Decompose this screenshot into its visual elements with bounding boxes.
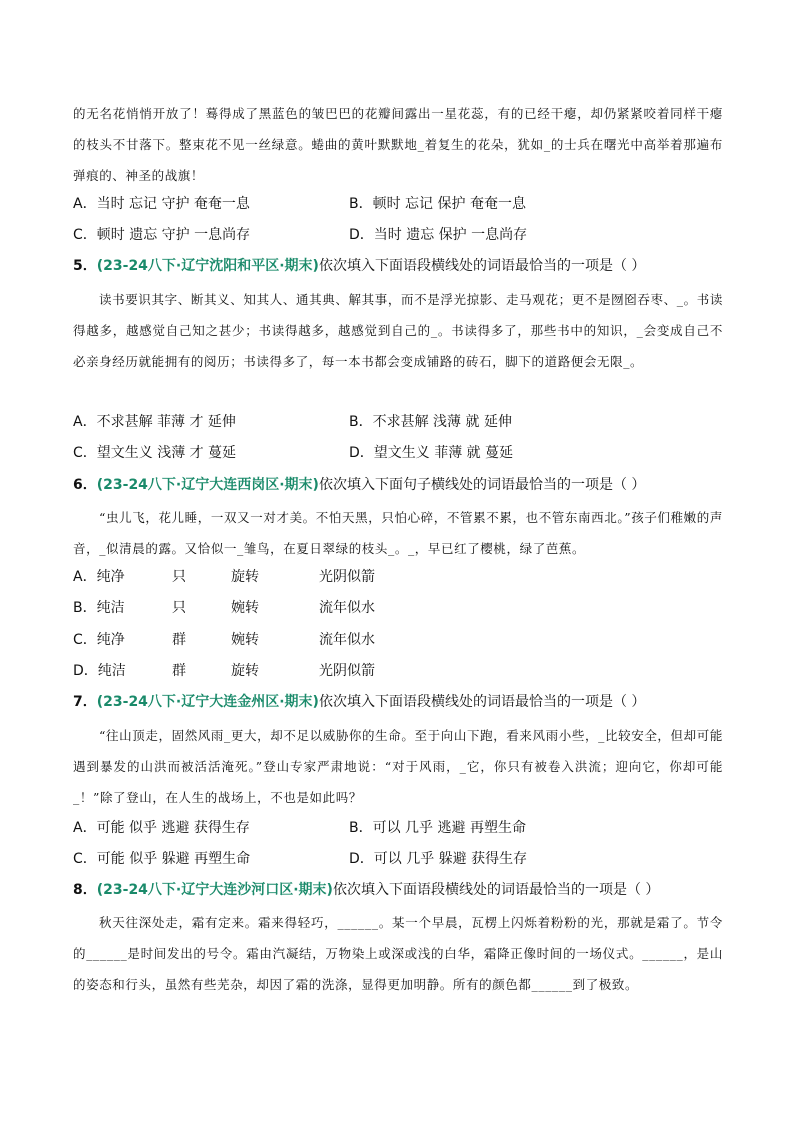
question-number: 5． — [73, 258, 97, 274]
question-number: 7． — [73, 694, 97, 710]
q6-row-d-col2: 群 — [172, 663, 186, 679]
q6-row-d-col1: D．纯洁 — [73, 663, 126, 679]
q4-passage: 的无名花悄悄开放了！蓦得成了黑蓝色的皱巴巴的花瓣间露出一星花蕊，有的已经干瘪，却仍紧紧咬着同样干瘪的枝头不甘落下。整束花不见一丝绿意。蜷曲的黄叶默默地_着复生的花朵，犹如_的士兵在曙光中高举着那遍布弹痕的、神圣的战旗！ — [73, 106, 723, 183]
q7-header — [73, 692, 645, 712]
question-source: (23-24八下·辽宁大连沙河口区·期末) — [96, 882, 333, 898]
q5-passage: 读书要识其字、断其义、知其人、通其典、解其事，而不是浮光掠影、走马观花；更不是囫囵吞枣、_。书读得越多，越感觉自己知之甚少；书读得越多，越感觉到自己的_。书读得多了，那些书中的知识，_会变成自己不必亲身经历就能拥有的阅历；书读得多了，每一本书都会变成铺路的砖石，脚下的道路便会无限_。 — [73, 292, 723, 369]
q5-option-d: D．望文生义 菲薄 就 蔓延 — [349, 445, 514, 461]
q6-row-b-col4: 流年似水 — [319, 600, 375, 616]
question-stem: 依次填入下面句子横线处的词语最恰当的一项是（ ） — [318, 477, 646, 493]
q7-option-c: C．可能 似乎 躲避 再塑生命 — [73, 851, 251, 867]
q6-row-d-col4: 光阴似箭 — [319, 663, 375, 679]
q6-row-a-col4: 光阴似箭 — [319, 569, 375, 585]
q6-row-a-col1: A．纯净 — [73, 569, 125, 585]
q7-option-a: A．可能 似乎 逃避 获得生存 — [73, 820, 250, 836]
q6-row-c-col1: C．纯净 — [73, 632, 125, 648]
q7-passage: “往山顶走，固然风雨_更大，却不足以威胁你的生命。至于向山下跑，看来风雨小些，_比较安全，但却可能遇到暴发的山洪而被活活淹死。”登山专家严肃地说：“对于风雨，_它，你只有被卷入洪流；迎向它，你却可能_！”除了登山，在人生的战场上，不也是如此吗？ — [73, 728, 723, 805]
q4-option-c: C．顿时 遗忘 守护 一息尚存 — [73, 227, 251, 243]
q5-option-c: C．望文生义 浅薄 才 蔓延 — [73, 445, 237, 461]
q6-row-b-col1: B．纯洁 — [73, 600, 125, 616]
q5-option-b: B．不求甚解 浅薄 就 延伸 — [349, 414, 512, 430]
question-source: (23-24八下·辽宁大连西岗区·期末) — [96, 477, 319, 493]
q6-passage: “虫儿飞，花儿睡，一双又一对才美。不怕天黑，只怕心碎，不管累不累，也不管东南西北。”孩子们稚嫩的声音，_似清晨的露。又恰似一_雏鸟，在夏日翠绿的枝头_。_，早已红了樱桃，绿了芭蕉。 — [73, 510, 723, 556]
q5-header — [73, 256, 645, 276]
question-stem: 依次填入下面语段横线处的词语最恰当的一项是（ ） — [332, 882, 660, 898]
q6-row-b-col2: 只 — [172, 600, 186, 616]
q7-option-d: D．可以 几乎 躲避 获得生存 — [349, 851, 528, 867]
q6-row-c-col2: 群 — [172, 632, 186, 648]
q4-option-d: D．当时 遗忘 保护 一息尚存 — [349, 227, 528, 243]
question-stem: 依次填入下面语段横线处的词语最恰当的一项是（ ） — [318, 694, 646, 710]
question-number: 6． — [73, 477, 97, 493]
question-stem: 依次填入下面语段横线处的词语最恰当的一项是（ ） — [318, 258, 646, 274]
q6-row-a-col2: 只 — [172, 569, 186, 585]
q4-option-a: A．当时 忘记 守护 奄奄一息 — [73, 196, 250, 212]
question-number: 8． — [73, 882, 97, 898]
q6-row-c-col4: 流年似水 — [319, 632, 375, 648]
question-source: (23-24八下·辽宁沈阳和平区·期末) — [96, 258, 319, 274]
q8-header — [73, 880, 659, 900]
question-source: (23-24八下·辽宁大连金州区·期末) — [96, 694, 319, 710]
q6-header — [73, 475, 645, 495]
q6-row-a-col3: 旋转 — [231, 569, 259, 585]
q5-option-a: A．不求甚解 菲薄 才 延伸 — [73, 414, 236, 430]
q8-passage: 秋天往深处走，霜有定来。霜来得轻巧，______。某一个早晨，瓦楞上闪烁着粉粉的光，那就是霜了。节令的______是时间发出的号令。霜由汽凝结，万物染上或深或浅的白华，霜降正像时间的一场仪式。______，是山的姿态和行头，虽然有些芜杂，却因了霜的洗涤，显得更加明静。所有的颜色都______到了极致。 — [73, 915, 723, 992]
q6-row-b-col3: 婉转 — [231, 600, 259, 616]
q6-row-d-col3: 旋转 — [231, 663, 259, 679]
q4-option-b: B．顿时 忘记 保护 奄奄一息 — [349, 196, 526, 212]
q6-row-c-col3: 婉转 — [231, 632, 259, 648]
q7-option-b: B．可以 几乎 逃避 再塑生命 — [349, 820, 526, 836]
